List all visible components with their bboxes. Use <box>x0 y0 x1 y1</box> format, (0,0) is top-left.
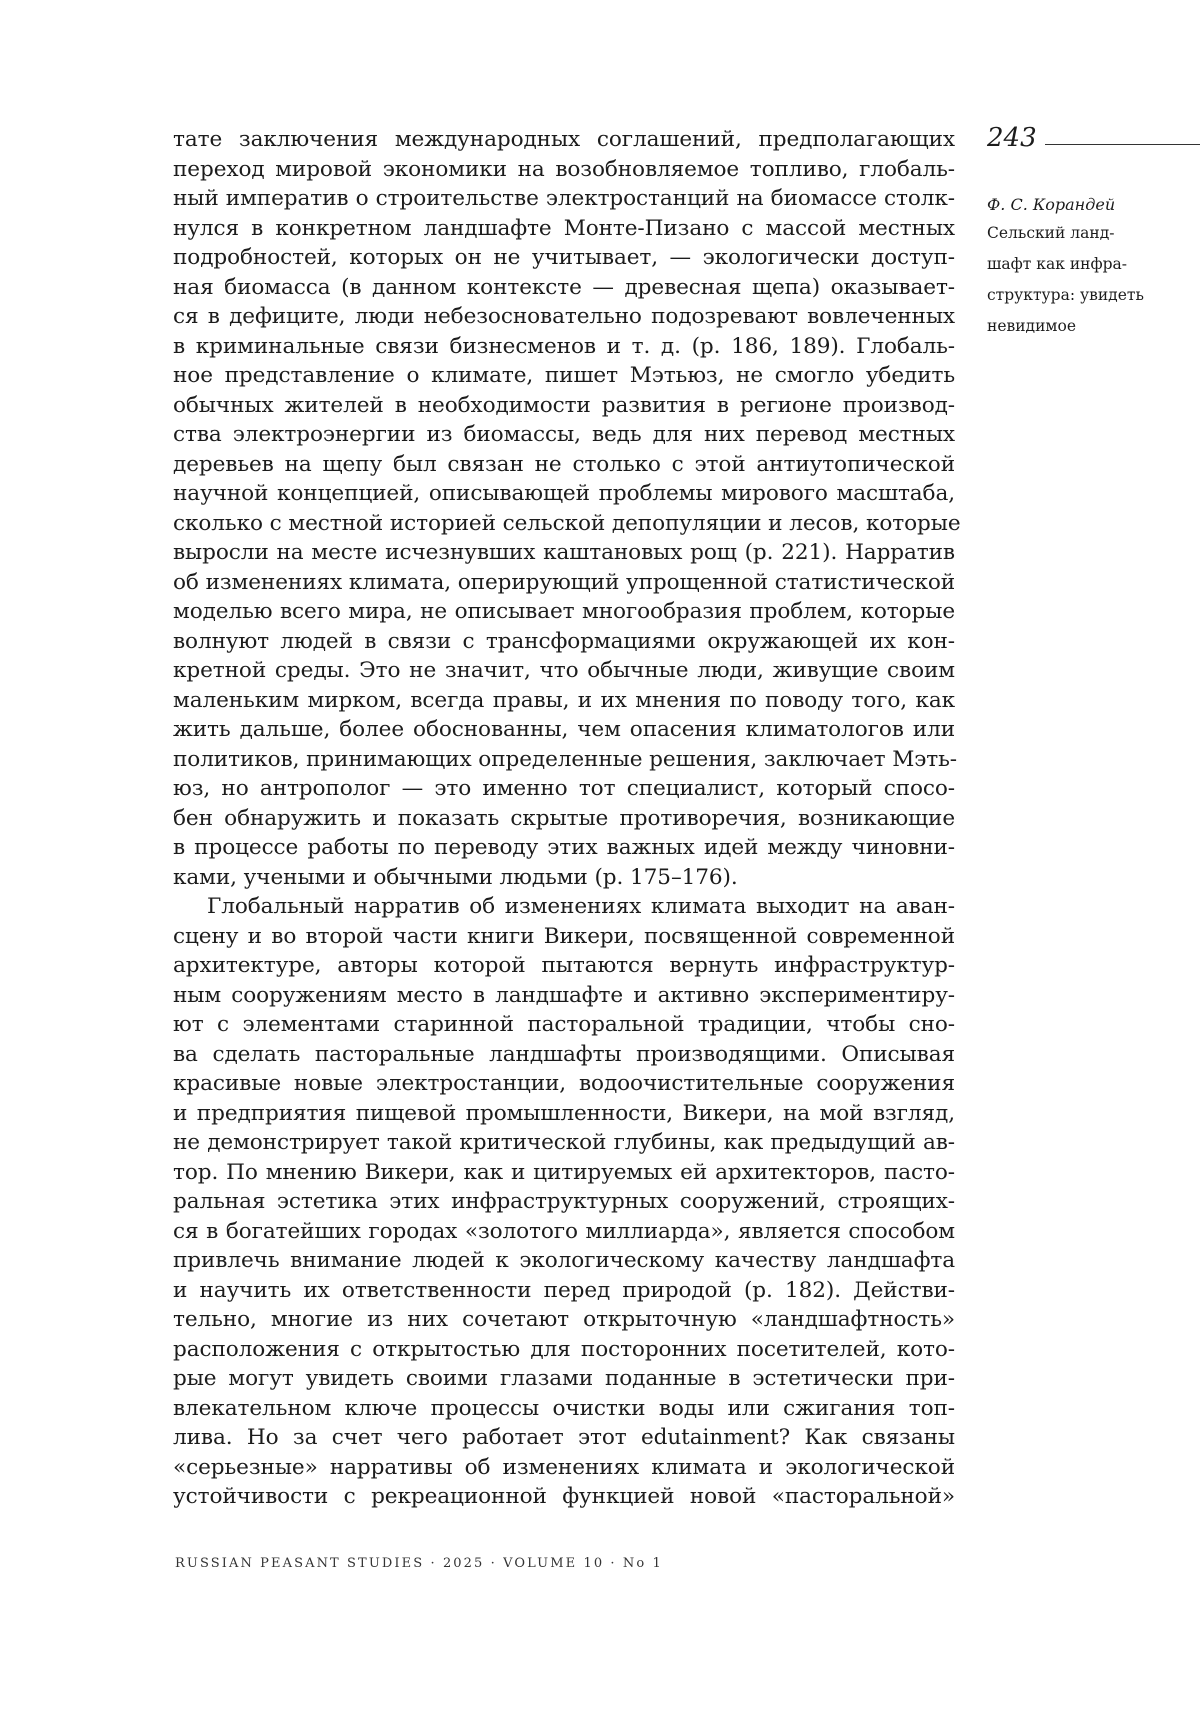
text-line: влекательном ключе процессы очистки воды или сжигания топ- <box>173 1394 955 1424</box>
text-line: бен обнаружить и показать скрытые противоречия, возникающие <box>173 804 955 834</box>
text-line: расположения с открытостью для посторонних посетителей, кото- <box>173 1335 955 1365</box>
text-line: архитектуре, авторы которой пытаются вернуть инфраструктур- <box>173 951 955 981</box>
text-line: ное представление о климате, пишет Мэтьюз, не смогло убедить <box>173 361 955 391</box>
text-line: красивые новые электростанции, водоочистительные сооружения <box>173 1069 955 1099</box>
text-line: маленьким мирком, всегда правы, и их мнения по поводу того, как <box>173 686 955 716</box>
text-line: тор. По мнению Викери, как и цитируемых ей архитекторов, пасто- <box>173 1158 955 1188</box>
running-head-title-line: Сельский ланд- <box>987 218 1177 249</box>
text-line: подробностей, которых он не учитывает, — экологически доступ- <box>173 243 955 273</box>
text-line: лива. Но за счет чего работает этот edutainment? Как связаны <box>173 1423 955 1453</box>
text-line: нулся в конкретном ландшафте Монте-Пизано с массой местных <box>173 214 955 244</box>
running-head-title-line: шафт как инфра- <box>987 249 1177 280</box>
text-line: об изменениях климата, оперирующий упрощенной статистической <box>173 568 955 598</box>
running-head-title-line: невидимое <box>987 311 1177 342</box>
text-line: ками, учеными и обычными людьми (p. 175–176). <box>173 863 955 893</box>
text-line: ва сделать пасторальные ландшафты производящими. Описывая <box>173 1040 955 1070</box>
text-line: ный императив о строительстве электростанций на биомассе столк- <box>173 184 955 214</box>
text-line: политиков, принимающих определенные решения, заключает Мэть- <box>173 745 955 775</box>
text-line: кретной среды. Это не значит, что обычные люди, живущие своим <box>173 656 955 686</box>
text-line: ют с элементами старинной пасторальной традиции, чтобы сно- <box>173 1010 955 1040</box>
journal-footer: RUSSIAN PEASANT STUDIES · 2025 · VOLUME 10 · No 1 <box>175 1556 663 1571</box>
running-head <box>987 192 1177 342</box>
text-line: ся в богатейших городах «золотого миллиарда», является способом <box>173 1217 955 1247</box>
text-line: ная биомасса (в данном контексте — древесная щепа) оказывает- <box>173 273 955 303</box>
text-line: ральная эстетика этих инфраструктурных сооружений, строящих- <box>173 1187 955 1217</box>
text-line: сколько с местной историей сельской депопуляции и лесов, которые <box>173 509 955 539</box>
text-line: научной концепцией, описывающей проблемы мирового масштаба, <box>173 479 955 509</box>
text-line: жить дальше, более обоснованны, чем опасения климатологов или <box>173 715 955 745</box>
text-line: тельно, многие из них сочетают открыточную «ландшафтность» <box>173 1305 955 1335</box>
text-line: устойчивости с рекреационной функцией новой «пасторальной» <box>173 1482 955 1512</box>
text-line: сцену и во второй части книги Викери, посвященной современной <box>173 922 955 952</box>
text-line: волнуют людей в связи с трансформациями окружающей их кон- <box>173 627 955 657</box>
text-line: тате заключения международных соглашений, предполагающих <box>173 125 955 155</box>
running-head-author: Ф. С. Корандей <box>987 192 1177 218</box>
text-line: привлечь внимание людей к экологическому качеству ландшафта <box>173 1246 955 1276</box>
body-text <box>173 125 955 1512</box>
text-line: переход мировой экономики на возобновляемое топливо, глобаль- <box>173 155 955 185</box>
running-head-title-line: структура: увидеть <box>987 280 1177 311</box>
page-number-rule <box>1045 144 1200 145</box>
text-line: ся в дефиците, люди небезосновательно подозревают вовлеченных <box>173 302 955 332</box>
text-line: Глобальный нарратив об изменениях климата выходит на аван- <box>173 892 955 922</box>
text-line: выросли на месте исчезнувших каштановых рощ (p. 221). Нарратив <box>173 538 955 568</box>
text-line: не демонстрирует такой критической глубины, как предыдущий ав- <box>173 1128 955 1158</box>
page-number: 243 <box>987 122 1037 154</box>
text-line: ным сооружениям место в ландшафте и активно экспериментиру- <box>173 981 955 1011</box>
text-line: рые могут увидеть своими глазами поданные в эстетически при- <box>173 1364 955 1394</box>
text-line: ства электроэнергии из биомассы, ведь для них перевод местных <box>173 420 955 450</box>
text-line: обычных жителей в необходимости развития в регионе производ- <box>173 391 955 421</box>
text-line: в криминальные связи бизнесменов и т. д. (p. 186, 189). Глобаль- <box>173 332 955 362</box>
text-line: «серьезные» нарративы об изменениях климата и экологической <box>173 1453 955 1483</box>
text-line: в процессе работы по переводу этих важных идей между чиновни- <box>173 833 955 863</box>
text-line: и научить их ответственности перед природой (p. 182). Действи- <box>173 1276 955 1306</box>
text-line: юз, но антрополог — это именно тот специалист, который спосо- <box>173 774 955 804</box>
text-line: моделью всего мира, не описывает многообразия проблем, которые <box>173 597 955 627</box>
text-line: и предприятия пищевой промышленности, Викери, на мой взгляд, <box>173 1099 955 1129</box>
text-line: деревьев на щепу был связан не столько с этой антиутопической <box>173 450 955 480</box>
